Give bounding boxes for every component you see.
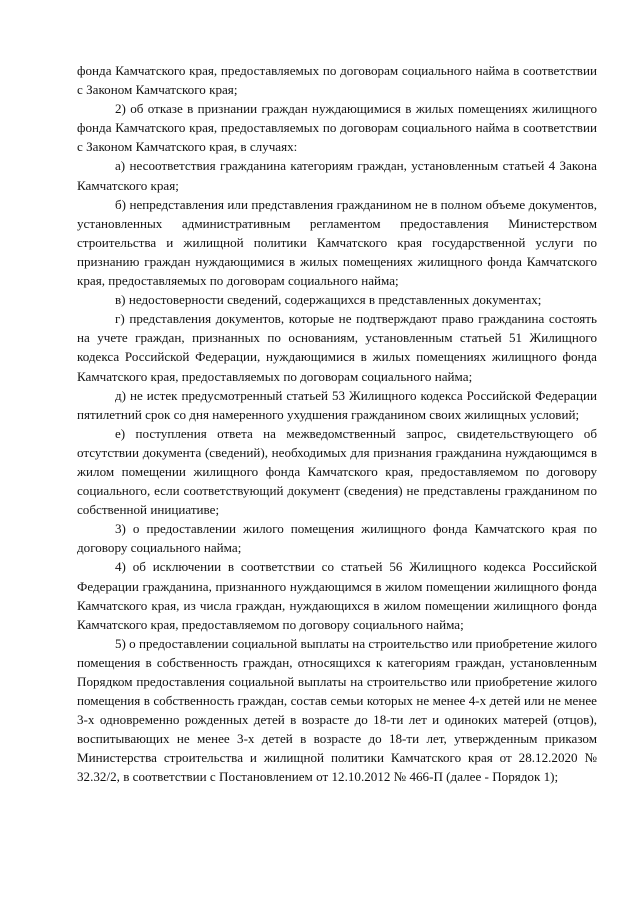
paragraph-item-4: 4) об исключении в соответствии со статьей 56 Жилищного кодекса Российской Федерации гражданина, признанного нуждающимся в жилом помещении жилищного фонда Камчатского края, из числа граждан, нуждающихся в жилом помещении жилищного фонда Камчатского края, предоставляемом по договору социального найма;	[77, 559, 597, 632]
paragraph-item-5: 5) о предоставлении социальной выплаты на строительство или приобретение жилого помещения в собственность граждан, относящихся к категориям граждан, установленным Порядком предоставления социальной выплаты на строительство или приобретение жилого помещения в собственность граждан, состав семьи которых не менее 4-х детей или не менее 3-х одновременно рожденных детей в возрасте до 18-ти лет и одиноких матерей (отцов), воспитывающих не менее 3-х детей в возрасте до 18-ти лет, утвержденным приказом Министерства строительства и жилищной политики Камчатского края от 28.12.2020 № 32.32/2, в соответствии с Постановлением от 12.10.2012 № 466-П (далее - Порядок 1);	[77, 635, 597, 785]
paragraph-item-2a: а) несоответствия гражданина категориям граждан, установленным статьей 4 Закона Камчатского края;	[77, 158, 597, 193]
paragraph-continuation: фонда Камчатского края, предоставляемых по договорам социального найма в соответствии с Законом Камчатского края;	[77, 63, 597, 98]
document-body	[77, 61, 597, 787]
paragraph-item-2g: г) представления документов, которые не подтверждают право гражданина состоять на учете граждан, признанных по основаниям, установленным статьей 51 Жилищного кодекса Российской Федерации, нуждающимися в жилых помещениях жилищного фонда Камчатского края, предоставляемых по договорам социального найма;	[77, 311, 597, 384]
paragraph-item-2b: б) непредставления или представления гражданином не в полном объеме документов, установленных административным регламентом предоставления Министерством строительства и жилищной политики Камчатского края государственной услуги по признанию граждан нуждающимися в жилых помещениях жилищного фонда Камчатского края, предоставляемых по договорам социального найма;	[77, 196, 597, 289]
paragraph-item-3: 3) о предоставлении жилого помещения жилищного фонда Камчатского края по договору социального найма;	[77, 521, 597, 556]
paragraph-item-2d: д) не истек предусмотренный статьей 53 Жилищного кодекса Российской Федерации пятилетний срок со дня намеренного ухудшения гражданином своих жилищных условий;	[77, 387, 597, 422]
paragraph-item-2: 2) об отказе в признании граждан нуждающимися в жилых помещениях жилищного фонда Камчатского края, предоставляемых по договорам социального найма в соответствии с Законом Камчатского края, в случаях:	[77, 101, 597, 155]
paragraph-item-2v: в) недостоверности сведений, содержащихся в представленных документах;	[115, 292, 542, 308]
paragraph-item-2e: е) поступления ответа на межведомственный запрос, свидетельствующего об отсутствии документа (сведений), необходимых для признания гражданина нуждающимся в жилом помещении жилищного фонда Камчатского края, предоставляемом по договору социального, если соответствующий документ (сведения) не представлены гражданином по собственной инициативе;	[77, 425, 597, 518]
